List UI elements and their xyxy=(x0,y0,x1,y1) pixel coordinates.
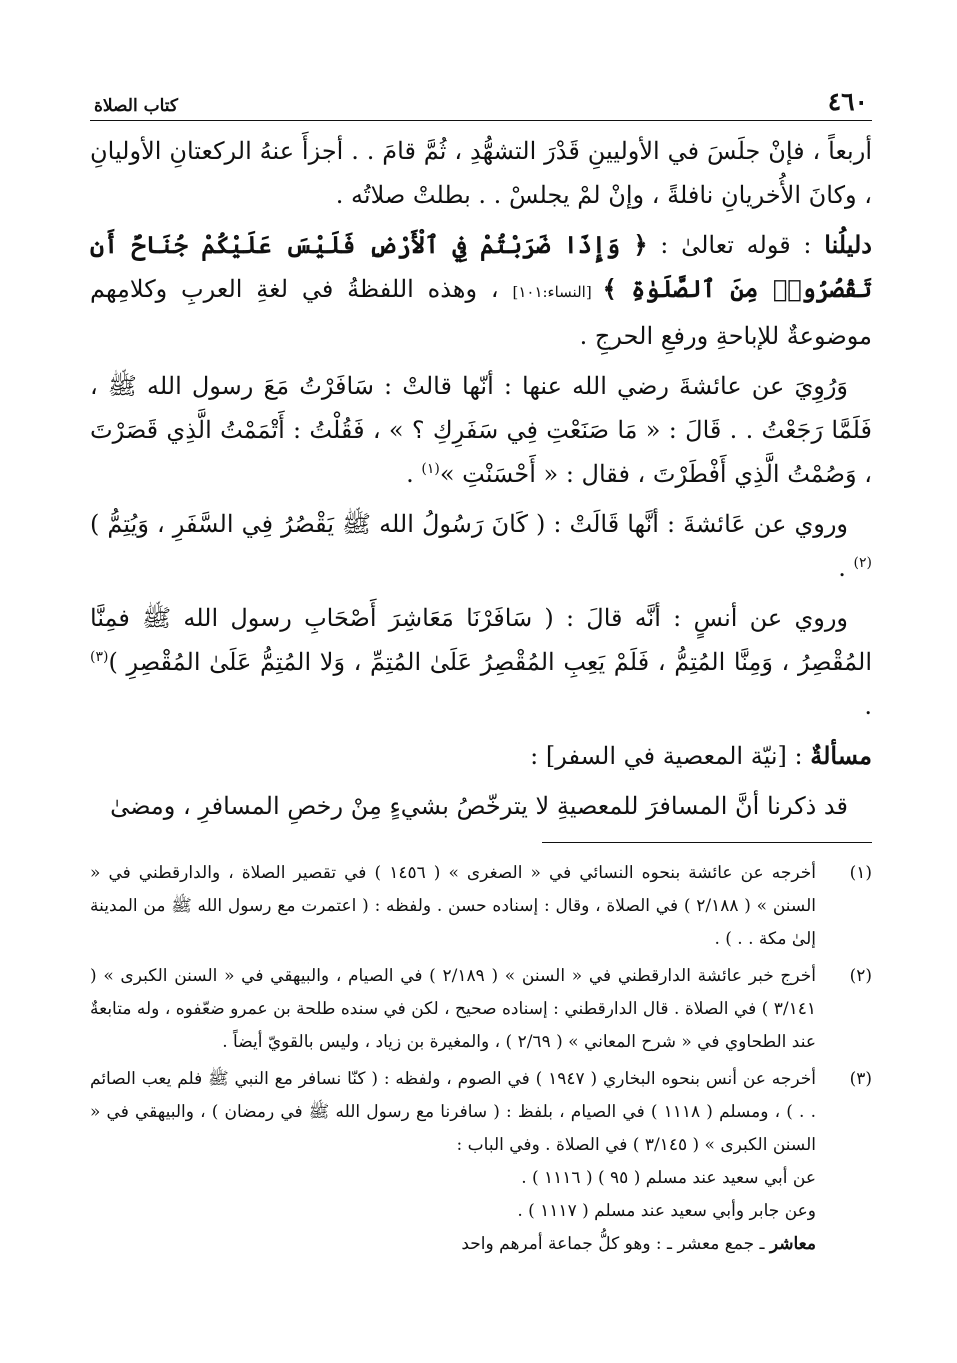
footnote-number: (١) xyxy=(849,863,872,883)
footnotes-section xyxy=(90,857,872,1261)
footnote-number: (٣) xyxy=(849,1069,872,1089)
hadith-end: . xyxy=(406,460,422,488)
evidence-rest: ، وهذه اللفظةُ في لغةِ العربِ وكلامِهم موضوعةٌ للإباحةِ ورفعِ الحرجِ . xyxy=(90,275,872,350)
hadith-text: وروي عن عَائشةَ : أنَّها قَالَتْ : ( كَانَ رَسُولُ الله ﷺ يَقْصُرُ فِي السَّفَرِ ، وَيُتِمُّ ) xyxy=(90,510,848,538)
main-text xyxy=(90,129,872,828)
hadith-text: وَرُوِيَ عن عائشةَ رضي الله عنها : أنّها قالتْ : سَافَرْتُ مَعَ رسول الله ﷺ ، فَلَمَّا رَجَعْتُ . . قَالَ : « مَا صَنَعْتِ فِي سَفَرِكِ ؟ » ، فَقُلْتُ : أَتْمَمْتُ الَّذِي قَصَرْتَ ، وَصُمْتُ الَّذِي أَفْطَرْتَ ، فقال : « أَحْسَنْتِ » xyxy=(90,372,872,488)
evidence-intro: : قوله تعالىٰ : xyxy=(647,231,825,259)
footnote-text: أخرجه عن عائشة بنحوه النسائي في « الصغرى » ( ١٤٥٦ ) في تقصير الصلاة ، والدارقطني في « السنن » ( ٢/١٨٨ ) في الصلاة ، وقال : إسناده حسن . ولفظه : ( اعتمرت مع رسول الله ﷺ من المدينة إلىٰ مكة . . ) . xyxy=(90,863,816,949)
masala-title: : [نيّة المعصية في السفر] : xyxy=(530,742,811,770)
footnote-2 xyxy=(90,960,872,1059)
paragraph-evidence xyxy=(90,223,872,358)
page-number: ٤٦٠ xyxy=(827,87,868,116)
footnote-text: أخرجه عن أنس بنحوه البخاري ( ١٩٤٧ ) في الصوم ، ولفظه : ( كنّا نسافر مع النبي ﷺ فلم يعب الصائم . . ) ، ومسلم ( ١١١٨ ) في الصيام ، بلفظ : ( سافرنا مع رسول الله ﷺ في رمضان ) ، والبيهقي في « السنن الكبرى » ( ٣/١٤٥ ) في الصلاة . وفي الباب : xyxy=(90,1069,817,1155)
footnote-marker-3[interactable]: (٣) xyxy=(90,649,109,665)
gloss-text: ـ جمع معشر ـ : وهو كلُّ جماعة أمرهم واحد xyxy=(461,1234,770,1254)
paragraph-opinion xyxy=(90,129,872,217)
paragraph-hadith-aisha-2 xyxy=(90,502,872,590)
evidence-lead: دليلُنا xyxy=(824,230,872,259)
footnote-body xyxy=(90,960,816,1059)
masala-heading xyxy=(90,734,872,778)
footnote-subline: وعن جابر وأبي سعيد عند مسلم ( ١١١٧ ) . xyxy=(517,1201,816,1221)
quran-verse: ﴿ وَإِذَا ضَرَبْتُمْ فِي ٱلْأَرْضِ فَلَيْسَ عَلَيْكُمْ جُنَاحٌ أَن تَقْصُرُوا۟ مِنَ ٱلصَّلَوٰةِ ﴾ xyxy=(90,230,873,303)
paragraph-hadith-aisha-1 xyxy=(90,364,872,496)
gloss-term: معاشر xyxy=(769,1234,816,1254)
footnote-body xyxy=(90,1063,816,1261)
page-header xyxy=(90,82,872,121)
hadith-end: . xyxy=(838,554,854,582)
footnote-text: أخرج خبر عائشة الدارقطني في « السنن » ( ٢/١٨٩ ) في الصيام ، والبيهقي في « السنن الكبرى » ( ٣/١٤١ ) في الصلاة . قال الدارقطني : إسناده صحيح ، لكن في سنده طلحة بن عمرو ضعّفوه ، وله متابعةٌ عند الطحاوي في « شرح المعاني » ( ٢/٦٩ ) ، والمغيرة بن زياد ، وليس بالقويّ أيضاً . xyxy=(90,966,816,1052)
hadith-end: . xyxy=(864,692,872,720)
paragraph-text: قد ذكرنا أنَّ المسافرَ للمعصيةِ لا يترخّصُ بشيءٍ مِنْ رخصِ المسافرِ ، ومضىٰ xyxy=(110,792,848,820)
footnote-marker-1[interactable]: (١) xyxy=(421,461,440,477)
footnote-gloss xyxy=(90,1228,816,1261)
footnote-number: (٢) xyxy=(849,966,872,986)
hadith-text: وروي عن أنسٍ : أنَّه قالَ : ( سَافَرْنَا مَعَاشِرَ أَصْحَابِ رسول الله ﷺ فمِنَّا المُقْصِرُ ، وَمِنَّا المُتِمُّ ، فَلَمْ يَعِبِ المُقْصِرُ عَلَىٰ المُتِمِّ ، وَلا المُتِمُّ عَلَىٰ المُقْصِرِ ) xyxy=(90,604,872,676)
footnote-marker-2[interactable]: (٢) xyxy=(853,555,872,571)
running-title: كتاب الصلاة xyxy=(94,96,179,116)
footnote-1 xyxy=(90,857,872,956)
footnote-3 xyxy=(90,1063,872,1261)
footnote-body xyxy=(90,857,816,956)
book-page xyxy=(90,82,872,1265)
paragraph-hadith-anas xyxy=(90,596,872,728)
paragraph-masala xyxy=(90,784,872,828)
footnote-divider xyxy=(542,842,872,843)
paragraph-text: أربعاً ، فإنْ جلَسَ في الأوليينِ قَدْرَ التشهُّدِ ، ثُمَّ قامَ . . أجزأَ عنهُ الركعتانِ الأوليانِ ، وكانَ الأُخريانِ نافلةً ، وإنْ لمْ يجلسْ . . بطلتْ صلاتُه . xyxy=(90,137,872,209)
footnote-subline: عن أبي سعيد عند مسلم ( ٩٥ ) ( ١١١٦ ) . xyxy=(521,1168,816,1188)
masala-lead: مسألةٌ xyxy=(810,741,872,770)
verse-reference: [النساء:١٠١] xyxy=(512,283,603,301)
